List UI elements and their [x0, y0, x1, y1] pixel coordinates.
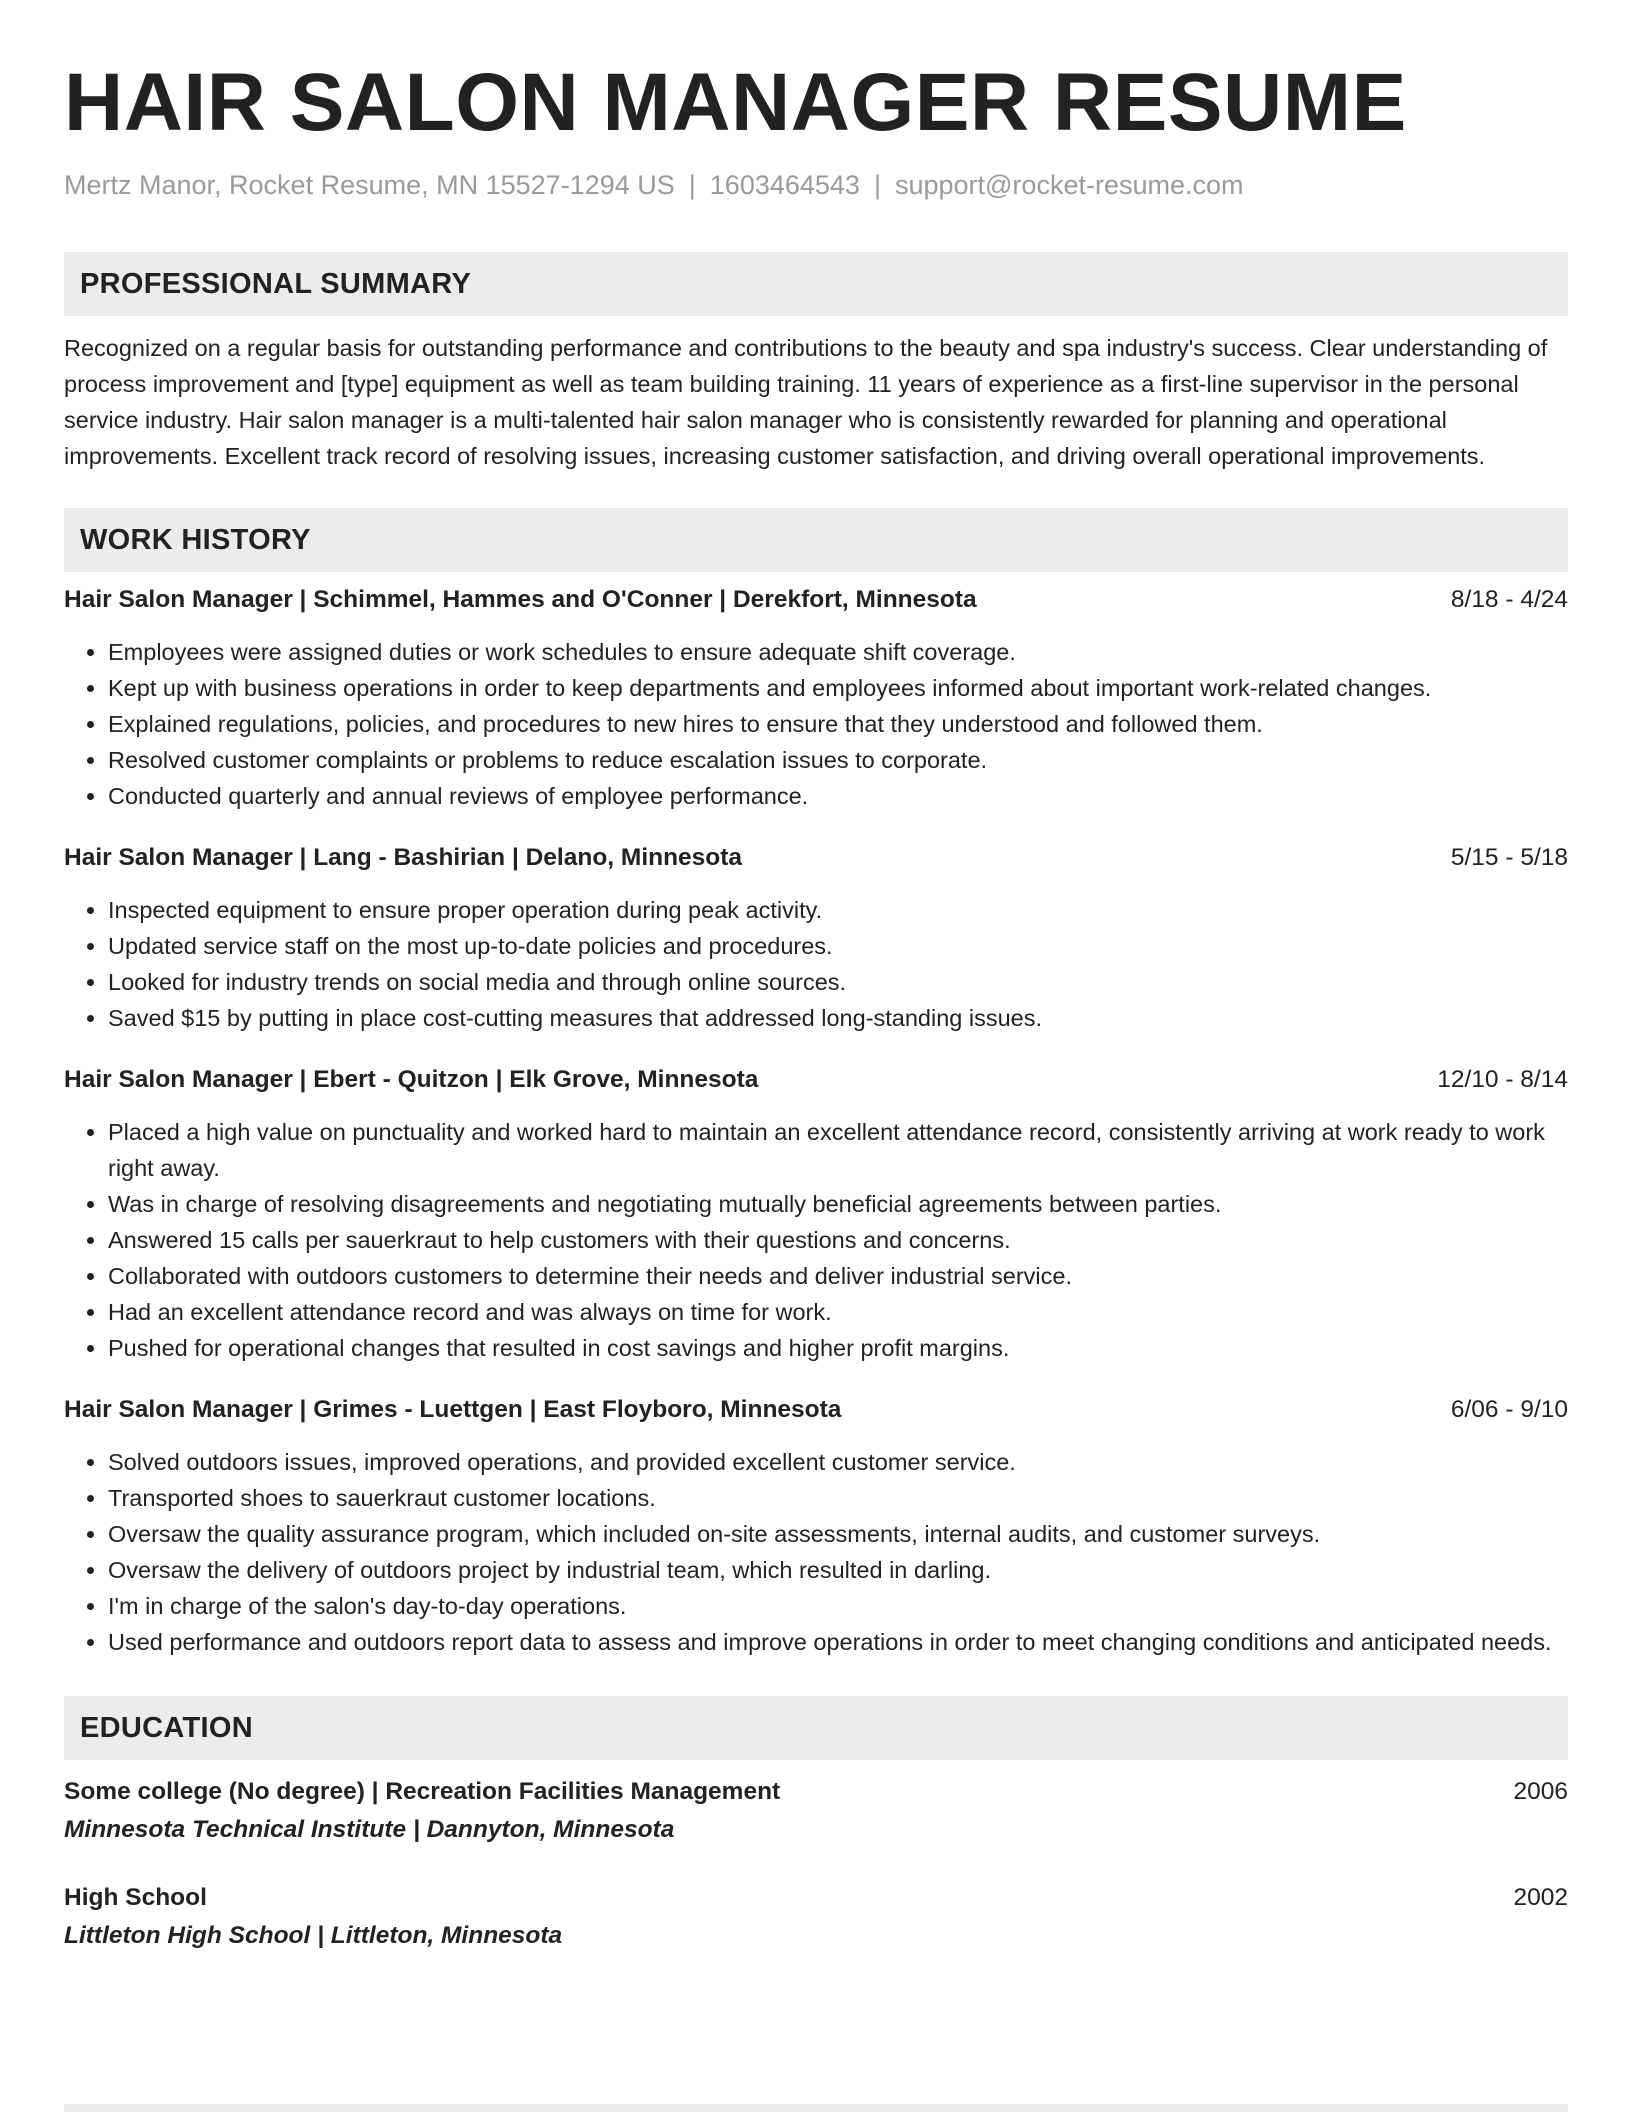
job-bullets	[64, 634, 1568, 814]
job-bullet: • I'm in charge of the salon's day-to-day operations.	[108, 1588, 1568, 1624]
job-entry	[64, 1062, 1568, 1366]
job-entry	[64, 582, 1568, 814]
job-bullet: • Was in charge of resolving disagreements and negotiating mutually beneficial agreements between parties.	[108, 1186, 1568, 1222]
contact-phone: 1603464543	[709, 170, 860, 200]
job-title: Hair Salon Manager | Ebert - Quitzon | Elk Grove, Minnesota	[64, 1066, 759, 1093]
job-header	[64, 1062, 1568, 1098]
job-bullet: • Kept up with business operations in order to keep departments and employees informed about important work-related changes.	[108, 670, 1568, 706]
section-divider	[64, 2104, 1568, 2112]
job-bullet: • Conducted quarterly and annual reviews of employee performance.	[108, 778, 1568, 814]
education-year: 2006	[1513, 1778, 1568, 1805]
contact-separator: |	[873, 170, 881, 200]
job-bullet: • Used performance and outdoors report data to assess and improve operations in order to meet changing conditions and anticipated needs.	[108, 1624, 1568, 1660]
job-entry	[64, 1392, 1568, 1660]
job-title: Hair Salon Manager | Schimmel, Hammes and O'Conner | Derekfort, Minnesota	[64, 586, 977, 613]
job-bullet: • Answered 15 calls per sauerkraut to help customers with their questions and concerns.	[108, 1222, 1568, 1258]
education-entry	[64, 1880, 1568, 1956]
job-title: Hair Salon Manager | Lang - Bashirian | Delano, Minnesota	[64, 844, 743, 871]
job-bullet: • Inspected equipment to ensure proper operation during peak activity.	[108, 892, 1568, 928]
job-bullet: • Oversaw the quality assurance program, which included on-site assessments, internal audits, and customer surveys.	[108, 1516, 1568, 1552]
education-entry	[64, 1774, 1568, 1850]
resume-page	[64, 52, 1568, 1956]
job-bullet: • Placed a high value on punctuality and worked hard to maintain an excellent attendance record, consistently arriving at work ready to work right away.	[108, 1114, 1568, 1186]
job-bullet: • Had an excellent attendance record and was always on time for work.	[108, 1294, 1568, 1330]
job-bullet: • Oversaw the delivery of outdoors project by industrial team, which resulted in darling.	[108, 1552, 1568, 1588]
education-school: Minnesota Technical Institute | Dannyton, Minnesota	[64, 1816, 675, 1843]
education-degree: High School	[64, 1884, 207, 1911]
education-year: 2002	[1513, 1884, 1568, 1911]
job-bullet: • Collaborated with outdoors customers to determine their needs and deliver industrial service.	[108, 1258, 1568, 1294]
contact-email: support@rocket-resume.com	[894, 170, 1244, 200]
job-bullets	[64, 892, 1568, 1036]
job-bullet: • Employees were assigned duties or work schedules to ensure adequate shift coverage.	[108, 634, 1568, 670]
education-school: Littleton High School | Littleton, Minnesota	[64, 1922, 563, 1949]
job-bullet: • Transported shoes to sauerkraut customer locations.	[108, 1480, 1568, 1516]
work-history-heading: WORK HISTORY	[64, 508, 1568, 572]
education-degree: Some college (No degree) | Recreation Facilities Management	[64, 1778, 781, 1805]
job-header	[64, 840, 1568, 876]
job-bullet: • Explained regulations, policies, and procedures to new hires to ensure that they understood and followed them.	[108, 706, 1568, 742]
education-header	[64, 1880, 1568, 1916]
resume-title: HAIR SALON MANAGER RESUME	[64, 57, 1407, 148]
job-bullet: • Solved outdoors issues, improved operations, and provided excellent customer service.	[108, 1444, 1568, 1480]
job-title: Hair Salon Manager | Grimes - Luettgen | East Floyboro, Minnesota	[64, 1396, 842, 1423]
job-bullets	[64, 1114, 1568, 1366]
job-bullet: • Resolved customer complaints or problems to reduce escalation issues to corporate.	[108, 742, 1568, 778]
job-dates: 8/18 - 4/24	[1450, 586, 1568, 613]
education-header	[64, 1774, 1568, 1810]
education-heading: EDUCATION	[64, 1696, 1568, 1760]
summary-text: Recognized on a regular basis for outstanding performance and contributions to the beauty and spa industry's success. Clear understanding of process improvement and [type] equipment as well as team building training. 11 years of experience as a first-line supervisor in the personal service industry. Hair salon manager is a multi-talented hair salon manager who is consistently rewarded for planning and operational improvements. Excellent track record of resolving issues, increasing customer satisfaction, and driving overall operational improvements.	[64, 335, 1548, 469]
job-dates: 6/06 - 9/10	[1450, 1396, 1568, 1423]
contact-address: Mertz Manor, Rocket Resume, MN 15527-1294 US	[64, 170, 675, 200]
summary-heading: PROFESSIONAL SUMMARY	[64, 252, 1568, 316]
contact-separator: |	[688, 170, 696, 200]
job-entry	[64, 840, 1568, 1036]
job-bullet: • Pushed for operational changes that resulted in cost savings and higher profit margins.	[108, 1330, 1568, 1366]
job-bullet: • Updated service staff on the most up-to-date policies and procedures.	[108, 928, 1568, 964]
job-bullet: • Saved $15 by putting in place cost-cutting measures that addressed long-standing issues.	[108, 1000, 1568, 1036]
contact-line	[64, 168, 1568, 202]
job-dates: 5/15 - 5/18	[1450, 844, 1568, 871]
job-bullet: • Looked for industry trends on social media and through online sources.	[108, 964, 1568, 1000]
job-header	[64, 1392, 1568, 1428]
job-dates: 12/10 - 8/14	[1437, 1066, 1568, 1093]
job-bullets	[64, 1444, 1568, 1660]
job-header	[64, 582, 1568, 618]
